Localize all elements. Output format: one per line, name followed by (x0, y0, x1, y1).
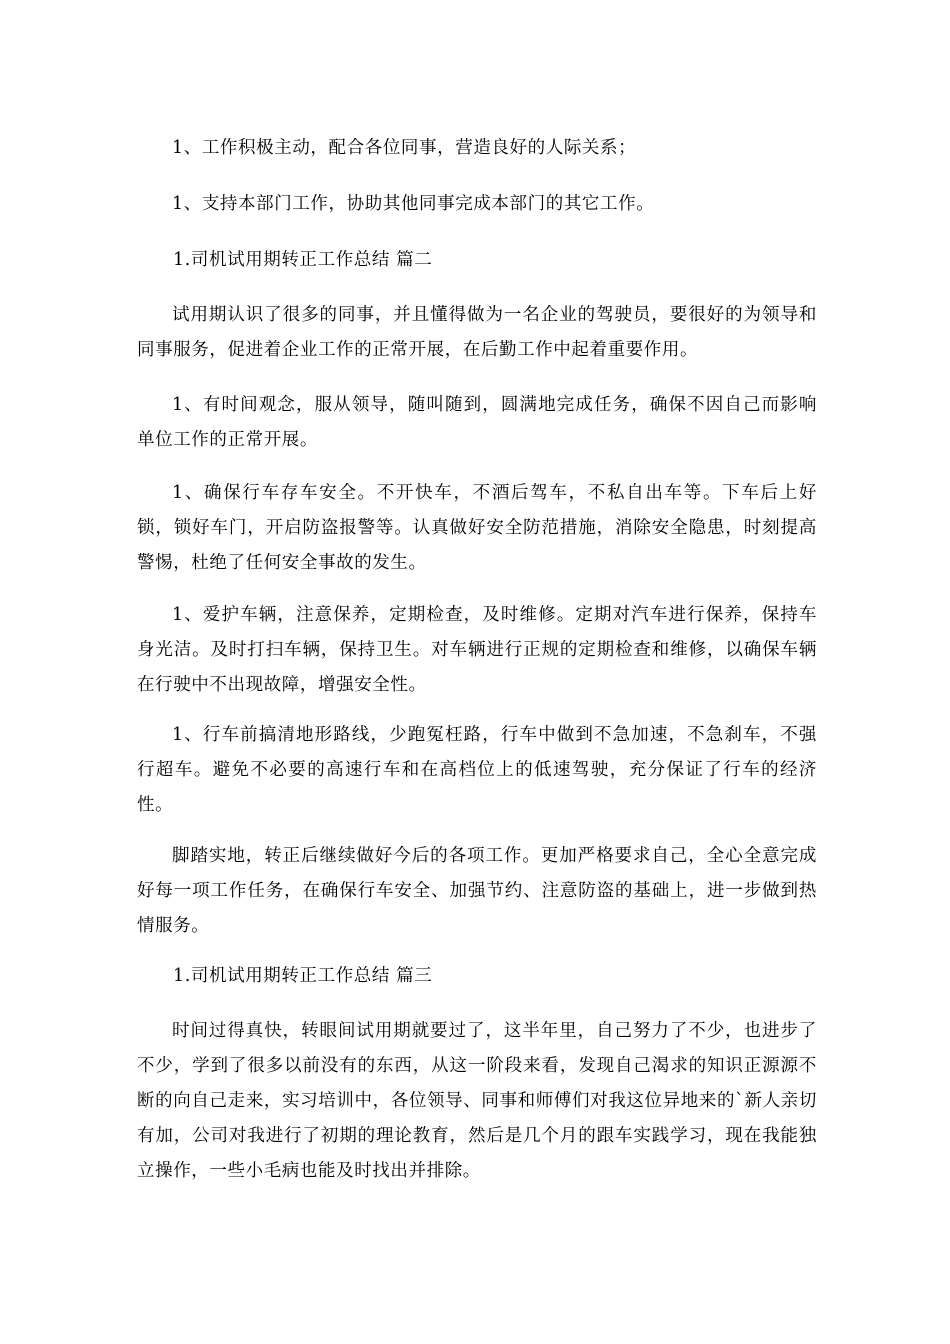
paragraph-time-awareness: 1、有时间观念，服从领导，随叫随到，圆满地完成任务，确保不因自己而影响单位工作的正常开展。 (137, 395, 817, 450)
section-heading-part-three: 1.司机试用期转正工作总结 篇三 (173, 966, 433, 986)
paragraph-support-department: 1、支持本部门工作，协助其他同事完成本部门的其它工作。 (172, 194, 655, 214)
paragraph-time-flies: 时间过得真快，转眼间试用期就要过了，这半年里，自己努力了不少，也进步了不少，学到了很多以前没有的东西，从这一阶段来看，发现自己渴求的知识正源源不断的向自己走来，实习培训中，各位领导、同事和师傅们对我这位异地来的`新人亲切有加，公司对我进行了初期的理论教育，然后是几个月的跟车实践学习，现在我能独立操作，一些小毛病也能及时找出并排除。 (137, 1021, 817, 1181)
section-heading-part-two: 1.司机试用期转正工作总结 篇二 (173, 250, 433, 270)
paragraph-route-planning: 1、行车前搞清地形路线，少跑冤枉路，行车中做到不急加速，不急刹车，不强行超车。避免不必要的高速行车和在高档位上的低速驾驶，充分保证了行车的经济性。 (137, 725, 817, 815)
paragraph-driving-safety: 1、确保行车存车安全。不开快车，不酒后驾车，不私自出车等。下车后上好锁，锁好车门，开启防盗报警等。认真做好安全防范措施，消除安全隐患，时刻提高警惕，杜绝了任何安全事故的发生。 (137, 483, 817, 573)
paragraph-future-work: 脚踏实地，转正后继续做好今后的各项工作。更加严格要求自己，全心全意完成好每一项工作任务，在确保行车安全、加强节约、注意防盗的基础上，进一步做到热情服务。 (137, 846, 817, 936)
paragraph-probation-intro: 试用期认识了很多的同事，并且懂得做为一名企业的驾驶员，要很好的为领导和同事服务，促进着企业工作的正常开展，在后勤工作中起着重要作用。 (137, 305, 817, 360)
paragraph-vehicle-care: 1、爱护车辆，注意保养，定期检查，及时维修。定期对汽车进行保养，保持车身光洁。及时打扫车辆，保持卫生。对车辆进行正规的定期检查和维修，以确保车辆在行驶中不出现故障，增强安全性。 (137, 605, 817, 695)
paragraph-teamwork: 1、工作积极主动，配合各位同事，营造良好的人际关系； (172, 138, 637, 158)
